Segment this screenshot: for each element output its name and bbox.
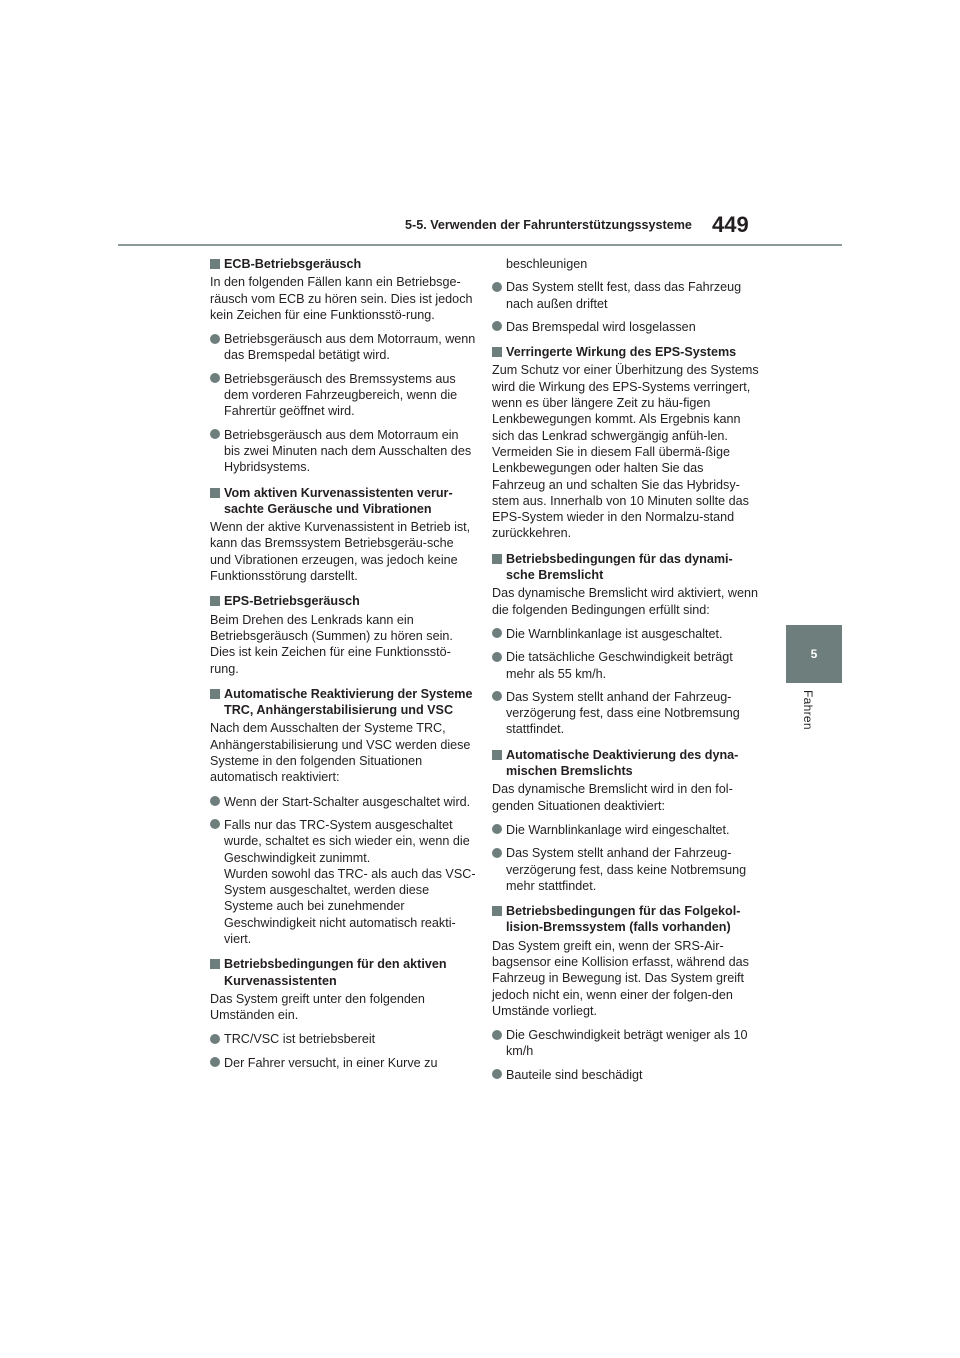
square-bullet-icon [492,347,502,357]
heading-text: Betriebsbedingungen für den aktiven Kurvenassistenten [224,957,447,988]
left-column [210,256,478,1078]
circle-bullet-icon [492,652,502,662]
square-bullet-icon [492,750,502,760]
circle-bullet-icon [492,848,502,858]
list-item-text: Die tatsächliche Geschwindigkeit beträgt mehr als 55 km/h. [506,650,733,681]
circle-bullet-icon [210,1034,220,1044]
section-heading [210,593,478,609]
paragraph: Das dynamische Bremslicht wird in den fol-genden Situationen deaktiviert: [492,782,733,813]
paragraph: Das dynamische Bremslicht wird aktiviert, wenn die folgenden Bedingungen erfüllt sind: [492,586,758,617]
paragraph: Wenn der aktive Kurvenassistent in Betrieb ist, kann das Bremssystem Betriebsgeräu-sche und Vibrationen erzeugen, was jedoch keine Funktionsstörung darstellt. [210,520,471,584]
list-item [492,649,760,682]
list-item [210,794,478,810]
circle-bullet-icon [492,628,502,638]
list-item [210,817,478,866]
paragraph: Nach dem Ausschalten der Systeme TRC, Anhängerstabilisierung und VSC werden diese Systeme in den folgenden Situationen automatisch reaktiviert: [210,721,471,785]
page-number: 449 [712,212,749,237]
list-item [492,689,760,738]
chapter-label: Fahren [801,690,815,730]
list-item-text: Die Geschwindigkeit beträgt weniger als 10 km/h [506,1028,748,1059]
section-title: 5-5. Verwenden der Fahrunterstützungssysteme [405,218,692,232]
circle-bullet-icon [492,1069,502,1079]
circle-bullet-icon [492,282,502,292]
section-heading [210,256,478,272]
paragraph: Das System greift ein, wenn der SRS-Air-bagsensor eine Kollision erfasst, während das Fahrzeug in Bewegung ist. Das System greift jedoch nicht ein, wenn einer der folgen-den Umstände vorliegt. [492,938,749,1018]
list-item [210,371,478,420]
list-item-text: Das Bremspedal wird losgelassen [506,319,696,334]
section-heading [492,551,760,584]
circle-bullet-icon [492,321,502,331]
heading-text: Vom aktiven Kurvenassistenten verur-sachte Geräusche und Vibrationen [224,485,453,516]
list-item [210,1055,478,1071]
list-item [210,427,478,476]
section-heading [492,747,760,780]
circle-bullet-icon [210,429,220,439]
list-item-text: Bauteile sind beschädigt [506,1067,643,1082]
list-item-text: Das System stellt anhand der Fahrzeug-verzögerung fest, dass keine Notbremsung mehr stattfindet. [506,846,747,893]
header-divider [118,244,842,246]
right-column [492,256,760,1090]
square-bullet-icon [210,596,220,606]
list-item-text: TRC/VSC ist betriebsbereit [224,1032,376,1047]
square-bullet-icon [492,554,502,564]
circle-bullet-icon [210,334,220,344]
square-bullet-icon [210,689,220,699]
list-item-text: Betriebsgeräusch aus dem Motorraum ein bis zwei Minuten nach dem Ausschalten des Hybridsystems. [224,427,472,475]
list-item [210,331,478,364]
list-item [492,626,760,642]
list-item-text: Der Fahrer versucht, in einer Kurve zu [224,1055,438,1070]
circle-bullet-icon [492,824,502,834]
list-item [492,1027,760,1060]
paragraph: Das System greift unter den folgenden Umständen ein. [210,991,425,1023]
section-heading [210,485,478,518]
list-item-text: Falls nur das TRC-System ausgeschaltet wurde, schaltet es sich wieder ein, wenn die Geschwindigkeit zunimmt. [224,817,470,865]
section-heading [210,956,478,989]
list-item-text: Die Warnblinkanlage wird eingeschaltet. [506,822,730,837]
list-item [492,845,760,894]
paragraph: Zum Schutz vor einer Überhitzung des Systems wird die Wirkung des EPS-Systems verringert, wenn es über längere Zeit zu häu-figen Lenkbewegungen kommt. Als Ergebnis kann sich das Lenkrad schwergängig anfüh-len. Vermeiden Sie in diesem Fall übermä-ßige Lenkbewegungen oder halten Sie das Fahrzeug an und schalten Sie das Hybridsy-stem aus. Innerhalb von 10 Minuten sollte das EPS-System wieder in den Normalzu-stand zurückkehren. [492,363,759,541]
heading-text: Verringerte Wirkung des EPS-Systems [506,345,737,360]
list-item [492,1067,760,1083]
list-item [492,822,760,838]
square-bullet-icon [210,959,220,969]
list-item-continuation: beschleunigen [506,257,588,271]
list-item-text: Betriebsgeräusch des Bremssystems aus dem vorderen Fahrzeugbereich, wenn die Fahrertür geöffnet wird. [224,371,458,419]
square-bullet-icon [210,259,220,269]
list-item [492,319,760,335]
list-item-text: Betriebsgeräusch aus dem Motorraum, wenn das Bremspedal betätigt wird. [224,332,476,363]
heading-text: Betriebsbedingungen für das Folgekol-lision-Bremssystem (falls vorhanden) [506,904,741,935]
list-item-text: Wenn der Start-Schalter ausgeschaltet wird. [224,794,471,809]
circle-bullet-icon [210,819,220,829]
square-bullet-icon [492,906,502,916]
paragraph: In den folgenden Fällen kann ein Betriebsge-räusch vom ECB zu hören sein. Dies ist jedoch kein Zeichen für eine Funktionsstö-rung. [210,275,473,322]
heading-text: Betriebsbedingungen für das dynami-sche Bremslicht [506,551,733,583]
section-heading [492,344,760,360]
heading-text: EPS-Betriebsgeräusch [224,594,360,609]
chapter-tab[interactable] [786,625,842,683]
section-heading [492,903,760,936]
circle-bullet-icon [492,691,502,701]
square-bullet-icon [210,488,220,498]
section-heading [210,686,478,719]
heading-text: Automatische Deaktivierung des dyna-mischen Bremslichts [506,747,739,779]
circle-bullet-icon [492,1030,502,1040]
list-item [492,279,760,312]
list-item-text: Die Warnblinkanlage ist ausgeschaltet. [506,626,723,641]
heading-text: Automatische Reaktivierung der Systeme TRC, Anhängerstabilisierung und VSC [224,686,473,718]
heading-text: ECB-Betriebsgeräusch [224,257,362,271]
circle-bullet-icon [210,796,220,806]
chapter-number: 5 [810,647,818,661]
paragraph: Beim Drehen des Lenkrads kann ein Betriebsgeräusch (Summen) zu hören sein. Dies ist kein Zeichen für eine Funktionsstö-rung. [210,612,453,676]
list-item-text: Das System stellt anhand der Fahrzeug-verzögerung fest, dass eine Notbremsung stattfindet. [506,689,740,737]
circle-bullet-icon [210,1057,220,1067]
list-item-text: Das System stellt fest, dass das Fahrzeug nach außen driftet [506,280,742,311]
circle-bullet-icon [210,373,220,383]
list-item [210,1031,478,1047]
list-item-continuation: Wurden sowohl das TRC- als auch das VSC-System ausgeschaltet, werden diese Systeme auch bei zunehmender Geschwindigkeit nicht automatisch reakti-viert. [224,866,476,946]
